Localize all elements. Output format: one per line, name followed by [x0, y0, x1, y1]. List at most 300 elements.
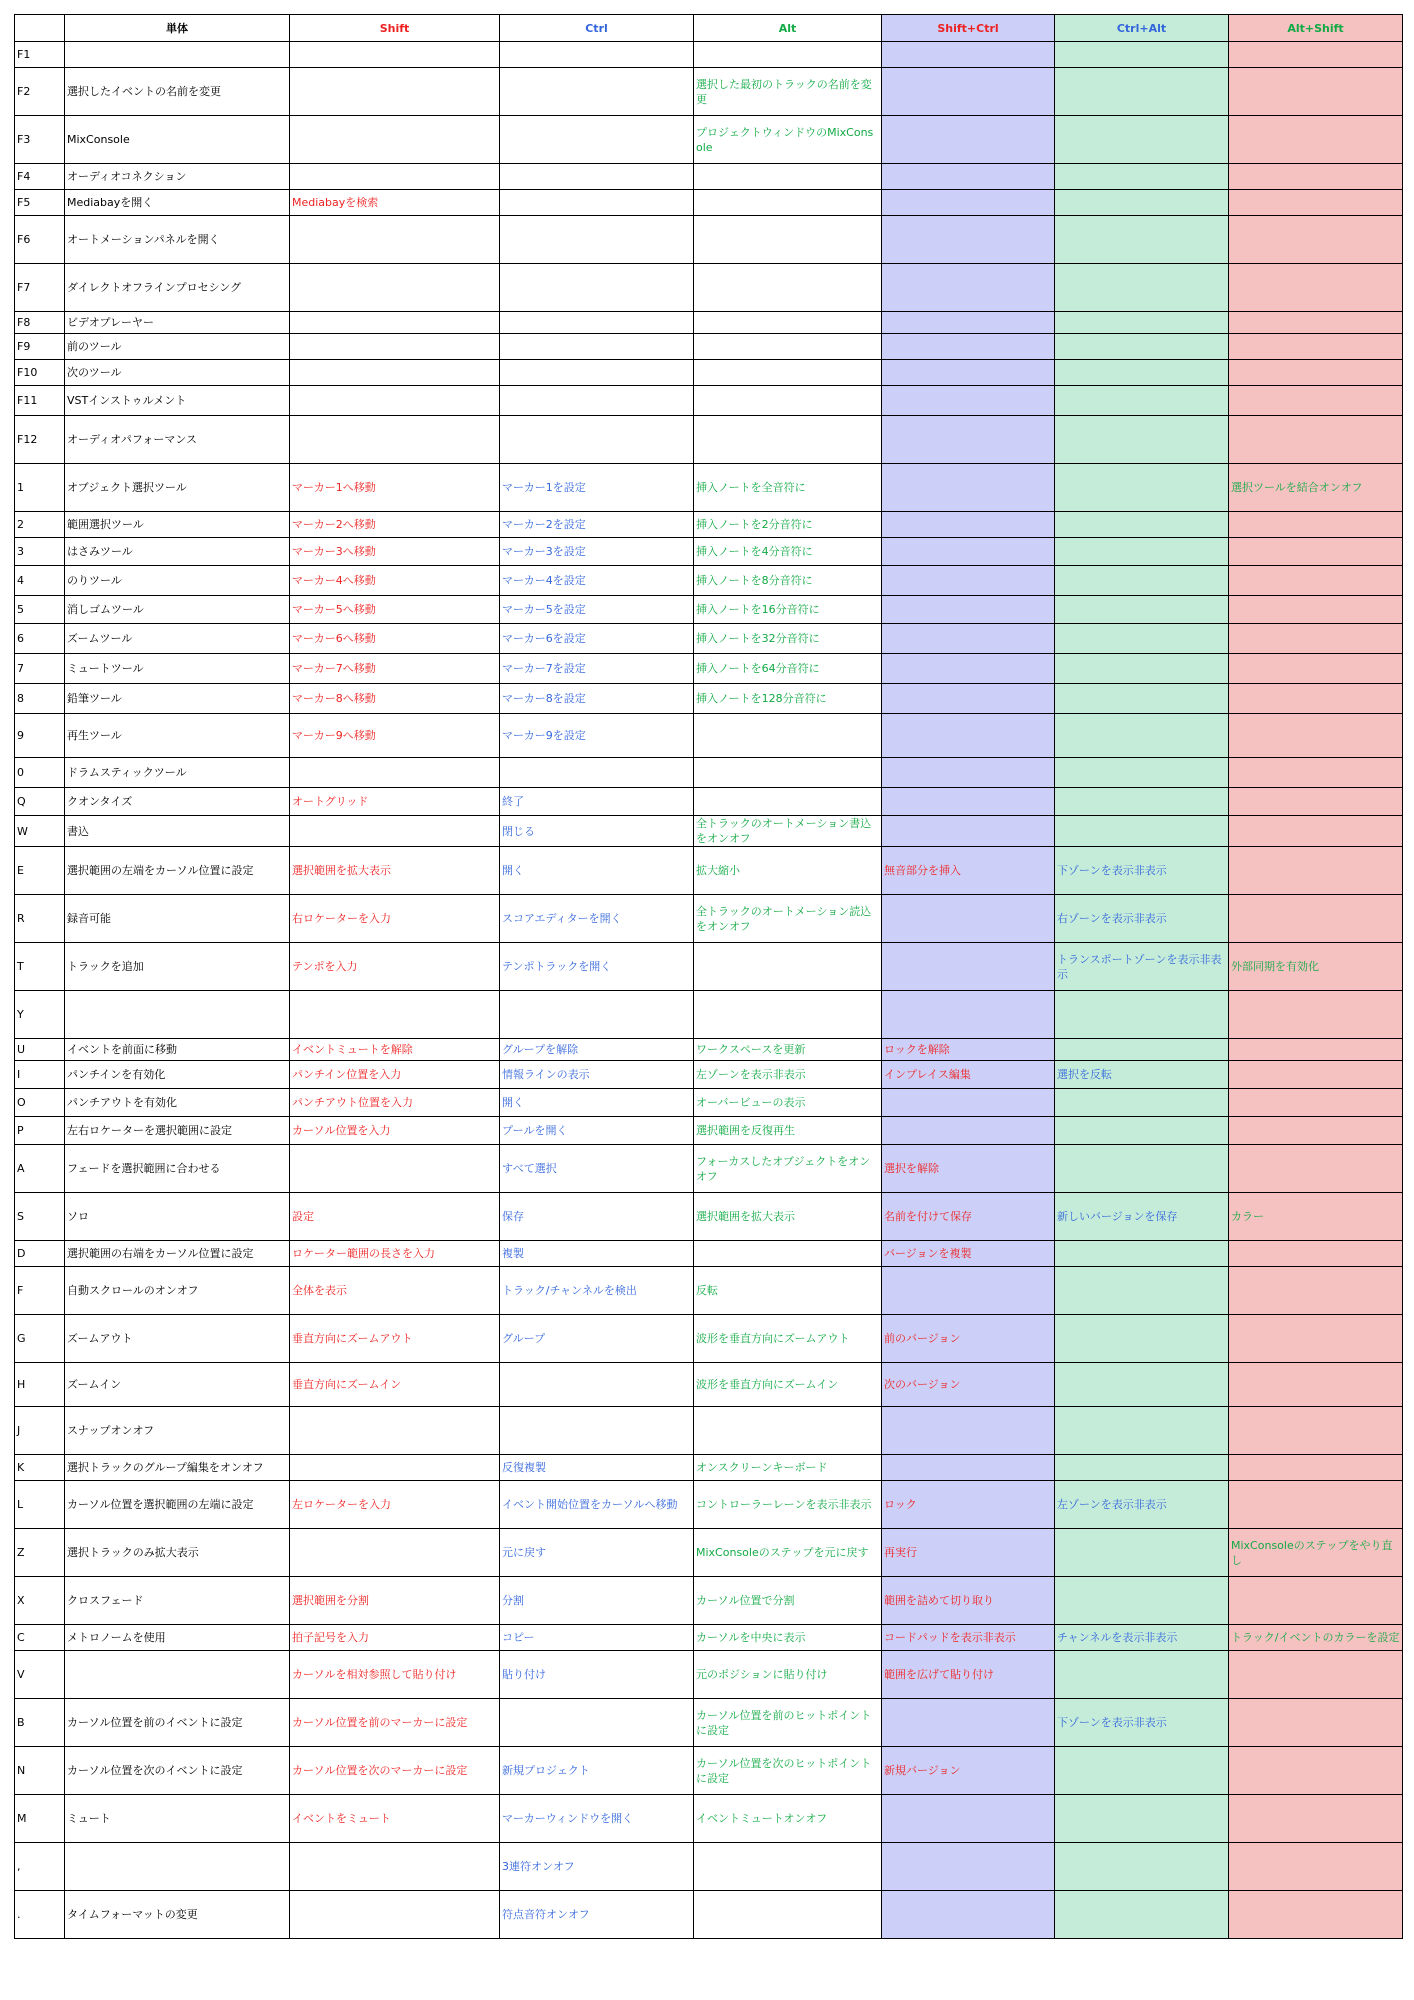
- ctrl-alt-cell: [1055, 991, 1229, 1039]
- ctrl-cell: マーカー2を設定: [500, 512, 694, 538]
- alt-shift-cell: [1229, 42, 1403, 68]
- alt-cell: 選択した最初のトラックの名前を変更: [694, 68, 882, 116]
- shift-cell: [290, 416, 500, 464]
- table-row: [15, 758, 1403, 788]
- key-cell: T: [15, 943, 65, 991]
- alt-shift-cell: [1229, 190, 1403, 216]
- single-cell: カーソル位置を次のイベントに設定: [65, 1747, 290, 1795]
- ctrl-alt-cell: [1055, 654, 1229, 684]
- single-cell: Mediabayを開く: [65, 190, 290, 216]
- ctrl-cell: グループ: [500, 1315, 694, 1363]
- shift-ctrl-cell: [882, 596, 1055, 624]
- ctrl-alt-cell: [1055, 1455, 1229, 1481]
- single-cell: クロスフェード: [65, 1577, 290, 1625]
- shift-ctrl-cell: 無音部分を挿入: [882, 847, 1055, 895]
- single-cell: 選択したイベントの名前を変更: [65, 68, 290, 116]
- ctrl-alt-cell: [1055, 42, 1229, 68]
- key-cell: F1: [15, 42, 65, 68]
- shift-ctrl-cell: [882, 816, 1055, 847]
- alt-cell: 選択範囲を反復再生: [694, 1117, 882, 1145]
- ctrl-cell: マーカー7を設定: [500, 654, 694, 684]
- ctrl-cell: 新規プロジェクト: [500, 1747, 694, 1795]
- key-cell: 1: [15, 464, 65, 512]
- ctrl-alt-cell: 下ゾーンを表示非表示: [1055, 847, 1229, 895]
- alt-cell: [694, 1843, 882, 1891]
- shift-ctrl-cell: ロック: [882, 1481, 1055, 1529]
- shift-cell: イベントをミュート: [290, 1795, 500, 1843]
- ctrl-cell: 保存: [500, 1193, 694, 1241]
- table-row: [15, 1625, 1403, 1651]
- shift-cell: 垂直方向にズームアウト: [290, 1315, 500, 1363]
- table-row: [15, 360, 1403, 386]
- table-row: [15, 1577, 1403, 1625]
- single-cell: MixConsole: [65, 116, 290, 164]
- shift-ctrl-cell: バージョンを複製: [882, 1241, 1055, 1267]
- key-cell: 5: [15, 596, 65, 624]
- table-row: [15, 654, 1403, 684]
- shift-cell: イベントミュートを解除: [290, 1039, 500, 1061]
- shift-cell: [290, 758, 500, 788]
- key-cell: .: [15, 1891, 65, 1939]
- ctrl-alt-cell: [1055, 596, 1229, 624]
- shift-cell: マーカー7へ移動: [290, 654, 500, 684]
- ctrl-cell: マーカー4を設定: [500, 566, 694, 596]
- ctrl-alt-cell: [1055, 312, 1229, 334]
- alt-shift-cell: [1229, 512, 1403, 538]
- ctrl-cell: 貼り付け: [500, 1651, 694, 1699]
- ctrl-alt-cell: 新しいバージョンを保存: [1055, 1193, 1229, 1241]
- ctrl-cell: [500, 334, 694, 360]
- ctrl-cell: [500, 360, 694, 386]
- alt-cell: 挿入ノートを全音符に: [694, 464, 882, 512]
- ctrl-alt-cell: [1055, 816, 1229, 847]
- single-cell: スナップオンオフ: [65, 1407, 290, 1455]
- single-cell: [65, 1651, 290, 1699]
- key-cell: F2: [15, 68, 65, 116]
- alt-cell: カーソル位置で分割: [694, 1577, 882, 1625]
- key-cell: D: [15, 1241, 65, 1267]
- ctrl-alt-cell: [1055, 684, 1229, 714]
- single-cell: 次のツール: [65, 360, 290, 386]
- table-row: [15, 1795, 1403, 1843]
- key-cell: 6: [15, 624, 65, 654]
- key-cell: B: [15, 1699, 65, 1747]
- ctrl-cell: [500, 1407, 694, 1455]
- header-shift-ctrl: Shift+Ctrl: [882, 15, 1055, 42]
- shift-ctrl-cell: [882, 42, 1055, 68]
- shift-cell: [290, 42, 500, 68]
- table-row: [15, 1039, 1403, 1061]
- alt-cell: [694, 758, 882, 788]
- ctrl-cell: [500, 416, 694, 464]
- key-cell: S: [15, 1193, 65, 1241]
- alt-shift-cell: [1229, 264, 1403, 312]
- key-cell: F6: [15, 216, 65, 264]
- shift-cell: カーソル位置を前のマーカーに設定: [290, 1699, 500, 1747]
- ctrl-cell: マーカー8を設定: [500, 684, 694, 714]
- shift-cell: 右ロケーターを入力: [290, 895, 500, 943]
- key-cell: 2: [15, 512, 65, 538]
- key-cell: X: [15, 1577, 65, 1625]
- ctrl-alt-cell: [1055, 1577, 1229, 1625]
- shift-cell: Mediabayを検索: [290, 190, 500, 216]
- table-row: [15, 42, 1403, 68]
- shift-ctrl-cell: [882, 216, 1055, 264]
- shift-cell: [290, 991, 500, 1039]
- table-row: [15, 1117, 1403, 1145]
- table-row: [15, 1267, 1403, 1315]
- alt-shift-cell: [1229, 1795, 1403, 1843]
- ctrl-alt-cell: [1055, 464, 1229, 512]
- ctrl-alt-cell: [1055, 624, 1229, 654]
- ctrl-alt-cell: [1055, 788, 1229, 816]
- header-alt-shift: Alt+Shift: [1229, 15, 1403, 42]
- shift-ctrl-cell: [882, 1843, 1055, 1891]
- alt-cell: 挿入ノートを32分音符に: [694, 624, 882, 654]
- shift-cell: オートグリッド: [290, 788, 500, 816]
- shift-cell: カーソルを相対参照して貼り付け: [290, 1651, 500, 1699]
- ctrl-cell: マーカー1を設定: [500, 464, 694, 512]
- key-cell: Y: [15, 991, 65, 1039]
- key-cell: F4: [15, 164, 65, 190]
- key-cell: N: [15, 1747, 65, 1795]
- alt-cell: [694, 386, 882, 416]
- table-row: [15, 1407, 1403, 1455]
- table-row: [15, 512, 1403, 538]
- ctrl-alt-cell: [1055, 1891, 1229, 1939]
- table-row: [15, 1481, 1403, 1529]
- ctrl-cell: トラック/チャンネルを検出: [500, 1267, 694, 1315]
- alt-shift-cell: [1229, 1061, 1403, 1089]
- ctrl-alt-cell: [1055, 1145, 1229, 1193]
- ctrl-alt-cell: [1055, 758, 1229, 788]
- alt-cell: 元のポジションに貼り付け: [694, 1651, 882, 1699]
- shift-ctrl-cell: コードパッドを表示非表示: [882, 1625, 1055, 1651]
- alt-cell: [694, 1407, 882, 1455]
- ctrl-cell: [500, 190, 694, 216]
- alt-shift-cell: [1229, 216, 1403, 264]
- single-cell: 鉛筆ツール: [65, 684, 290, 714]
- ctrl-alt-cell: チャンネルを表示非表示: [1055, 1625, 1229, 1651]
- alt-shift-cell: [1229, 1363, 1403, 1407]
- shift-ctrl-cell: [882, 1117, 1055, 1145]
- ctrl-cell: 終了: [500, 788, 694, 816]
- ctrl-cell: マーカー6を設定: [500, 624, 694, 654]
- single-cell: ミュートツール: [65, 654, 290, 684]
- ctrl-cell: 複製: [500, 1241, 694, 1267]
- table-row: [15, 386, 1403, 416]
- alt-cell: 全トラックのオートメーション読込をオンオフ: [694, 895, 882, 943]
- ctrl-alt-cell: [1055, 386, 1229, 416]
- shift-cell: [290, 216, 500, 264]
- ctrl-cell: マーカー9を設定: [500, 714, 694, 758]
- shift-ctrl-cell: [882, 264, 1055, 312]
- key-cell: I: [15, 1061, 65, 1089]
- shift-cell: マーカー5へ移動: [290, 596, 500, 624]
- shift-ctrl-cell: 次のバージョン: [882, 1363, 1055, 1407]
- alt-cell: [694, 312, 882, 334]
- shift-cell: [290, 1529, 500, 1577]
- single-cell: 選択トラックのグループ編集をオンオフ: [65, 1455, 290, 1481]
- ctrl-alt-cell: [1055, 566, 1229, 596]
- table-row: [15, 264, 1403, 312]
- alt-shift-cell: [1229, 788, 1403, 816]
- alt-shift-cell: [1229, 1145, 1403, 1193]
- table-row: [15, 1455, 1403, 1481]
- single-cell: ビデオプレーヤー: [65, 312, 290, 334]
- shift-cell: 全体を表示: [290, 1267, 500, 1315]
- alt-cell: [694, 788, 882, 816]
- shift-cell: 選択範囲を分割: [290, 1577, 500, 1625]
- single-cell: タイムフォーマットの変更: [65, 1891, 290, 1939]
- key-cell: ,: [15, 1843, 65, 1891]
- ctrl-cell: 反復複製: [500, 1455, 694, 1481]
- shift-ctrl-cell: [882, 566, 1055, 596]
- key-cell: F8: [15, 312, 65, 334]
- shift-cell: 左ロケーターを入力: [290, 1481, 500, 1529]
- alt-shift-cell: [1229, 1267, 1403, 1315]
- key-cell: F9: [15, 334, 65, 360]
- ctrl-alt-cell: [1055, 714, 1229, 758]
- ctrl-cell: イベント開始位置をカーソルへ移動: [500, 1481, 694, 1529]
- key-cell: C: [15, 1625, 65, 1651]
- alt-shift-cell: [1229, 1241, 1403, 1267]
- shift-cell: [290, 1843, 500, 1891]
- shift-cell: 拍子記号を入力: [290, 1625, 500, 1651]
- ctrl-cell: [500, 312, 694, 334]
- alt-shift-cell: [1229, 1651, 1403, 1699]
- ctrl-alt-cell: [1055, 1651, 1229, 1699]
- ctrl-alt-cell: [1055, 1039, 1229, 1061]
- shift-ctrl-cell: [882, 334, 1055, 360]
- single-cell: ズームツール: [65, 624, 290, 654]
- alt-shift-cell: [1229, 566, 1403, 596]
- single-cell: VSTインストゥルメント: [65, 386, 290, 416]
- table-row: [15, 596, 1403, 624]
- alt-shift-cell: [1229, 1891, 1403, 1939]
- shift-cell: ロケーター範囲の長さを入力: [290, 1241, 500, 1267]
- alt-cell: オンスクリーンキーボード: [694, 1455, 882, 1481]
- alt-cell: イベントミュートオンオフ: [694, 1795, 882, 1843]
- alt-shift-cell: 外部同期を有効化: [1229, 943, 1403, 991]
- key-cell: V: [15, 1651, 65, 1699]
- table-row: [15, 991, 1403, 1039]
- ctrl-cell: 開く: [500, 847, 694, 895]
- ctrl-cell: 閉じる: [500, 816, 694, 847]
- table-row: [15, 1363, 1403, 1407]
- header-alt: Alt: [694, 15, 882, 42]
- alt-cell: カーソル位置を次のヒットポイントに設定: [694, 1747, 882, 1795]
- ctrl-alt-cell: 選択を反転: [1055, 1061, 1229, 1089]
- shift-ctrl-cell: [882, 1089, 1055, 1117]
- alt-cell: 挿入ノートを2分音符に: [694, 512, 882, 538]
- alt-shift-cell: [1229, 1089, 1403, 1117]
- key-cell: F: [15, 1267, 65, 1315]
- ctrl-alt-cell: [1055, 1117, 1229, 1145]
- ctrl-alt-cell: 左ゾーンを表示非表示: [1055, 1481, 1229, 1529]
- shift-cell: パンチイン位置を入力: [290, 1061, 500, 1089]
- key-cell: W: [15, 816, 65, 847]
- alt-cell: 挿入ノートを16分音符に: [694, 596, 882, 624]
- shift-ctrl-cell: [882, 895, 1055, 943]
- shift-cell: [290, 1407, 500, 1455]
- shift-ctrl-cell: [882, 684, 1055, 714]
- single-cell: オーディオコネクション: [65, 164, 290, 190]
- table-row: [15, 1651, 1403, 1699]
- table-row: [15, 1241, 1403, 1267]
- shift-ctrl-cell: [882, 758, 1055, 788]
- table-row: [15, 1843, 1403, 1891]
- shortcut-table: [14, 14, 1403, 1939]
- ctrl-alt-cell: [1055, 190, 1229, 216]
- ctrl-cell: [500, 758, 694, 788]
- shift-ctrl-cell: 範囲を詰めて切り取り: [882, 1577, 1055, 1625]
- header-single: 単体: [65, 15, 290, 42]
- header-ctrl-alt: Ctrl+Alt: [1055, 15, 1229, 42]
- alt-shift-cell: [1229, 596, 1403, 624]
- alt-cell: 選択範囲を拡大表示: [694, 1193, 882, 1241]
- alt-cell: [694, 416, 882, 464]
- shift-ctrl-cell: [882, 788, 1055, 816]
- shift-ctrl-cell: [882, 538, 1055, 566]
- table-row: [15, 895, 1403, 943]
- alt-shift-cell: [1229, 416, 1403, 464]
- key-cell: U: [15, 1039, 65, 1061]
- alt-shift-cell: [1229, 991, 1403, 1039]
- ctrl-cell: マーカーウィンドウを開く: [500, 1795, 694, 1843]
- alt-shift-cell: [1229, 116, 1403, 164]
- single-cell: [65, 1843, 290, 1891]
- alt-shift-cell: カラー: [1229, 1193, 1403, 1241]
- key-cell: H: [15, 1363, 65, 1407]
- key-cell: P: [15, 1117, 65, 1145]
- ctrl-alt-cell: トランスポートゾーンを表示非表示: [1055, 943, 1229, 991]
- table-row: [15, 312, 1403, 334]
- alt-cell: 挿入ノートを64分音符に: [694, 654, 882, 684]
- key-cell: M: [15, 1795, 65, 1843]
- table-row: [15, 1315, 1403, 1363]
- alt-cell: コントローラーレーンを表示非表示: [694, 1481, 882, 1529]
- key-cell: R: [15, 895, 65, 943]
- single-cell: イベントを前面に移動: [65, 1039, 290, 1061]
- single-cell: ソロ: [65, 1193, 290, 1241]
- single-cell: フェードを選択範囲に合わせる: [65, 1145, 290, 1193]
- alt-shift-cell: トラック/イベントのカラーを設定: [1229, 1625, 1403, 1651]
- shift-ctrl-cell: インプレイス編集: [882, 1061, 1055, 1089]
- ctrl-alt-cell: 右ゾーンを表示非表示: [1055, 895, 1229, 943]
- table-row: [15, 538, 1403, 566]
- alt-cell: 波形を垂直方向にズームアウト: [694, 1315, 882, 1363]
- alt-cell: 波形を垂直方向にズームイン: [694, 1363, 882, 1407]
- ctrl-cell: [500, 1699, 694, 1747]
- ctrl-alt-cell: 下ゾーンを表示非表示: [1055, 1699, 1229, 1747]
- single-cell: のりツール: [65, 566, 290, 596]
- ctrl-alt-cell: [1055, 1843, 1229, 1891]
- alt-shift-cell: [1229, 164, 1403, 190]
- shift-ctrl-cell: 選択を解除: [882, 1145, 1055, 1193]
- alt-cell: [694, 714, 882, 758]
- table-row: [15, 788, 1403, 816]
- header-ctrl: Ctrl: [500, 15, 694, 42]
- single-cell: クオンタイズ: [65, 788, 290, 816]
- alt-cell: MixConsoleのステップを元に戻す: [694, 1529, 882, 1577]
- ctrl-alt-cell: [1055, 1089, 1229, 1117]
- ctrl-cell: テンポトラックを開く: [500, 943, 694, 991]
- key-cell: 9: [15, 714, 65, 758]
- shift-ctrl-cell: [882, 386, 1055, 416]
- table-row: [15, 1061, 1403, 1089]
- single-cell: 書込: [65, 816, 290, 847]
- alt-shift-cell: [1229, 312, 1403, 334]
- alt-cell: 全トラックのオートメーション書込をオンオフ: [694, 816, 882, 847]
- ctrl-cell: [500, 216, 694, 264]
- shift-ctrl-cell: [882, 943, 1055, 991]
- ctrl-alt-cell: [1055, 334, 1229, 360]
- table-row: [15, 1891, 1403, 1939]
- alt-shift-cell: [1229, 624, 1403, 654]
- table-row: [15, 624, 1403, 654]
- table-row: [15, 68, 1403, 116]
- table-row: [15, 1089, 1403, 1117]
- ctrl-cell: 情報ラインの表示: [500, 1061, 694, 1089]
- ctrl-cell: [500, 68, 694, 116]
- shift-ctrl-cell: [882, 1407, 1055, 1455]
- header-row: [15, 15, 1403, 42]
- key-cell: A: [15, 1145, 65, 1193]
- ctrl-cell: [500, 116, 694, 164]
- alt-cell: 拡大縮小: [694, 847, 882, 895]
- key-cell: F10: [15, 360, 65, 386]
- key-cell: Z: [15, 1529, 65, 1577]
- alt-cell: [694, 164, 882, 190]
- key-cell: K: [15, 1455, 65, 1481]
- ctrl-cell: スコアエディターを開く: [500, 895, 694, 943]
- alt-cell: 挿入ノートを8分音符に: [694, 566, 882, 596]
- ctrl-cell: プールを開く: [500, 1117, 694, 1145]
- table-body: [15, 42, 1403, 1939]
- header-shift: Shift: [290, 15, 500, 42]
- table-row: [15, 816, 1403, 847]
- alt-cell: [694, 216, 882, 264]
- alt-cell: オーバービューの表示: [694, 1089, 882, 1117]
- single-cell: ズームアウト: [65, 1315, 290, 1363]
- ctrl-alt-cell: [1055, 1795, 1229, 1843]
- alt-shift-cell: MixConsoleのステップをやり直し: [1229, 1529, 1403, 1577]
- alt-shift-cell: [1229, 360, 1403, 386]
- table-row: [15, 714, 1403, 758]
- single-cell: 選択範囲の左端をカーソル位置に設定: [65, 847, 290, 895]
- alt-cell: 反転: [694, 1267, 882, 1315]
- key-cell: F5: [15, 190, 65, 216]
- single-cell: オーディオパフォーマンス: [65, 416, 290, 464]
- table-row: [15, 116, 1403, 164]
- shift-cell: [290, 1145, 500, 1193]
- key-cell: 8: [15, 684, 65, 714]
- shift-ctrl-cell: [882, 416, 1055, 464]
- alt-shift-cell: [1229, 895, 1403, 943]
- ctrl-cell: [500, 42, 694, 68]
- shift-cell: [290, 68, 500, 116]
- shift-ctrl-cell: [882, 464, 1055, 512]
- shift-ctrl-cell: 再実行: [882, 1529, 1055, 1577]
- single-cell: カーソル位置を選択範囲の左端に設定: [65, 1481, 290, 1529]
- shift-ctrl-cell: [882, 1795, 1055, 1843]
- alt-cell: [694, 1891, 882, 1939]
- alt-shift-cell: [1229, 1699, 1403, 1747]
- ctrl-cell: 3連符オンオフ: [500, 1843, 694, 1891]
- single-cell: パンチインを有効化: [65, 1061, 290, 1089]
- ctrl-cell: コピー: [500, 1625, 694, 1651]
